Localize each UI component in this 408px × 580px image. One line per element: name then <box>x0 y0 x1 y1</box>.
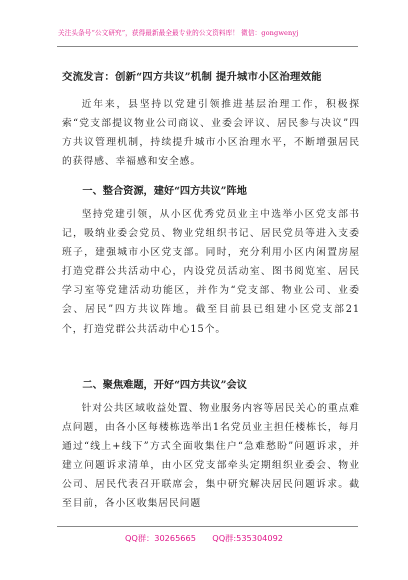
footer-divider <box>57 526 358 527</box>
header-promo-text: 关注头条号“公文研究”，获得最新最全最专业的公文资料库！ 微信：gongwenyj <box>58 29 299 37</box>
header-divider <box>57 46 358 47</box>
footer-contact-text: QQ群：30265665 QQ群:535304092 <box>124 533 284 543</box>
intro-paragraph: 近年来，县坚持以党建引领推进基层治理工作，积极探索“党支部提议物业公司商议、业委会评议、居民参与决议”四方共议管理机制，持续提升城市小区治理水平，不断增强居民的获得感、幸福感和安全感。 <box>62 99 360 168</box>
section-1-heading: 一、整合资源，建好“四方共议”阵地 <box>82 185 247 197</box>
section-1-paragraph: 坚持党建引领，从小区优秀党员业主中选举小区党支部书记，吸纳业委会党员、物业党组织书记、居民党员等进入支委班子，建强城市小区党支部。同时，充分利用小区内闲置房屋打造党群公共活动中心，内设党员活动室、图书阅览室、居民学习室等党建活动功能区，并作为“党支部、物业公司、业委会、居民”四方共议阵地。截至目前县已组建小区党支部21个，打造党群公共活动中心15个。 <box>62 209 360 335</box>
section-2-paragraph: 针对公共区域收益处置、物业服务内容等居民关心的重点难点问题，由各小区每楼栋选举出1名党员业主担任楼栋长，每月通过“线上+线下”方式全面收集住户“急难愁盼”问题诉求，并建立问题诉求清单，由小区党支部牵头定期组织业委会、物业公司、居民代表召开联席会，集中研究解决居民问题诉求。截至目前，各小区收集居民问题 <box>62 403 360 510</box>
document-title: 交流发言：创新“四方共议”机制 提升城市小区治理效能 <box>62 71 322 83</box>
section-2-heading: 二、聚焦难题，开好“四方共议”会议 <box>82 379 247 391</box>
